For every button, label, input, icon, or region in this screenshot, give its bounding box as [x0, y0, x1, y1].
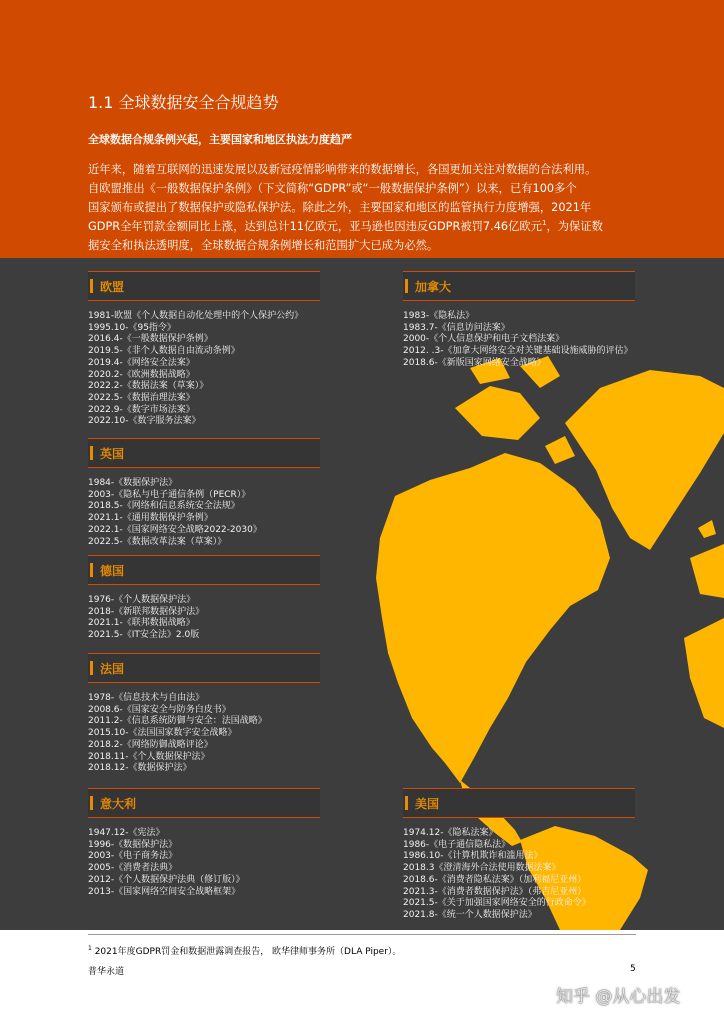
footer-divider: [88, 934, 636, 935]
list-item: 2022.5-《数据改革法案（草案）》: [88, 536, 227, 547]
regulation-list: [88, 693, 320, 775]
region-name: 法国: [100, 662, 125, 676]
region-name: 意大利: [100, 797, 137, 811]
list-item: 1974.12-《隐私法案》: [403, 828, 498, 838]
list-item: 2008.6-《国家安全与防务白皮书》: [88, 704, 231, 715]
accent-bar: [405, 796, 408, 810]
region-name: 加拿大: [415, 280, 452, 294]
region-it: [88, 788, 320, 898]
region-header: [88, 653, 320, 683]
north-america-shape: [376, 453, 610, 783]
list-item: 2013-《国家网络空间安全战略框架》: [88, 886, 241, 897]
africa-edge-shape: [684, 618, 724, 728]
list-item: 2022.1-《国家网络安全战略2022-2030》: [88, 524, 262, 535]
list-item: 2021.5-《IT安全法》2.0版: [88, 630, 200, 641]
list-item: 1996-《数据保护法》: [88, 839, 178, 850]
regulation-list: [88, 478, 320, 548]
intro-line: 国家颁布或提出了数据保护或隐私保护法。除此之外，主要国家和地区的监管执行力度增强，2021年: [88, 201, 592, 214]
regulation-list: [88, 311, 320, 428]
accent-bar: [90, 796, 93, 810]
accent-bar: [90, 661, 93, 675]
intro-line: 自欧盟推出《一般数据保护条例》（下文简称“GDPR”或“一般数据保护条例”）以来，已有100多个: [88, 182, 577, 195]
region-header: [88, 555, 320, 585]
region-name: 英国: [100, 447, 125, 461]
list-item: 2003-《隐私与电子通信条例（PECR）》: [88, 489, 251, 500]
accent-bar: [90, 563, 93, 577]
accent-bar: [90, 446, 93, 460]
list-item: 2016.4-《一般数据保护条例》: [88, 334, 213, 345]
list-item: 2018.6-《新版国家网络安全战略》: [403, 357, 546, 368]
list-item: 1995.10-《95指令》: [88, 322, 176, 333]
list-item: 2015.10-《法国国家数字安全战略》: [88, 728, 237, 739]
list-item: 2018.11-《个人数据保护法》: [88, 751, 210, 762]
header-band: [0, 0, 724, 258]
list-item: 2022.9-《数字市场法案》: [88, 404, 195, 415]
list-item: 2018.6-《消费者隐私法案》（加利福尼亚州）: [403, 874, 587, 885]
list-item: 1981-欧盟《个人数据自动化处理中的个人保护公约》: [88, 311, 304, 321]
list-item: 2003-《电子商务法》: [88, 851, 178, 862]
watermark: 知乎 @从心出发: [556, 987, 681, 1007]
region-ca: [403, 271, 635, 370]
region-name: 欧盟: [100, 280, 125, 294]
list-item: 2018.5-《网络和信息系统安全法规》: [88, 501, 240, 512]
list-item: 2020.2-《欧洲数据战略》: [88, 369, 195, 380]
regulation-list: [403, 828, 635, 922]
region-de: [88, 555, 320, 642]
region-header: [88, 271, 320, 301]
region-header: [88, 788, 320, 818]
region-eu: [88, 271, 320, 428]
list-item: 2018-《新联邦数据保护法》: [88, 606, 205, 617]
regulation-list: [403, 311, 635, 370]
arctic-islands-shape: [455, 386, 540, 440]
list-item: 2022.2-《数据法案（草案）》: [88, 381, 209, 392]
accent-bar: [405, 279, 408, 293]
accent-bar: [90, 279, 93, 293]
regulation-list: [88, 595, 320, 642]
region-header: [403, 271, 635, 301]
list-item: 2012-《个人数据保护法典（修订版）》: [88, 874, 245, 885]
intro-line: 据安全和执法透明度，全球数据合规条例增长和范围扩大已成为必然。: [88, 239, 439, 252]
section-subtitle: 全球数据合规条例兴起，主要国家和地区执法力度趋严: [88, 133, 352, 146]
footnote: $^1$ 2021年度GDPR罚金和数据泄露调查报告， 欧华律师事务所（DLA Piper）。: [88, 945, 402, 957]
list-item: 2021.1-《通用数据保护条例》: [88, 513, 213, 524]
region-fr: [88, 653, 320, 775]
regulation-list: [88, 828, 320, 898]
list-item: 2021.1-《联邦数据战略》: [88, 618, 195, 629]
list-item: 2021.8-《统一个人数据保护法》: [403, 909, 537, 920]
region-name: 美国: [415, 797, 440, 811]
list-item: 2012. .3-《加拿大网络安全对关键基础设施威胁的评估》: [403, 346, 633, 357]
list-item: 1976-《个人数据保护法》: [88, 595, 196, 605]
page-footer: [0, 930, 724, 1024]
list-item: 1983.7-《信息访问法案》: [403, 322, 510, 333]
list-item: 2000-《个人信息保护和电子文档法案》: [403, 334, 565, 345]
regulations-panel: [0, 258, 724, 930]
list-item: 2019.5-《非个人数据自由流动条例》: [88, 346, 240, 357]
list-item: 2018.12-《数据保护法》: [88, 763, 192, 774]
europe-edge-shape: [690, 544, 724, 598]
page-number: 5: [630, 964, 636, 974]
intro-paragraph: [88, 160, 643, 255]
list-item: 1947.12-《宪法》: [88, 828, 165, 838]
list-item: 1986.10-《计算机欺诈和滥用法》: [403, 851, 543, 862]
list-item: 2005-《消费者法典》: [88, 863, 178, 874]
list-item: 2011.2-《信息系统防御与安全：法国战略》: [88, 716, 267, 727]
list-item: 2018.2-《网络防御战略评论》: [88, 739, 213, 750]
list-item: 2022.5-《数据治理法案》: [88, 392, 195, 403]
region-header: [403, 788, 635, 818]
region-uk: [88, 438, 320, 548]
list-item: 1986-《电子通信隐私法》: [403, 839, 511, 850]
section-title: 1.1 全球数据安全合规趋势: [88, 93, 279, 112]
list-item: 2021.3-《消费者数据保护法》（弗吉尼亚州）: [403, 886, 587, 897]
list-item: 2019.4-《网络安全法案》: [88, 357, 195, 368]
footnote-number: 1: [88, 945, 92, 952]
list-item: 1983-《隐私法》: [403, 311, 475, 321]
list-item: 1984-《数据保护法》: [88, 478, 178, 488]
region-header: [88, 438, 320, 468]
intro-line: GDPR全年罚款金额同比上涨，达到总计11亿欧元，亚马逊也因违反GDPR被罚7.46亿欧元$^1$，为保证数: [88, 219, 603, 233]
footnote-ref: 1: [541, 219, 547, 228]
region-name: 德国: [100, 564, 125, 578]
list-item: 2021.5-《关于加强国家网络安全的行政命令》: [403, 898, 591, 909]
brand-name: 普华永道: [88, 967, 125, 977]
list-item: 1978-《信息技术与自由法》: [88, 693, 205, 703]
region-us: [403, 788, 635, 922]
list-item: 2018.3《澄清海外合法使用数据法案》: [403, 863, 561, 874]
list-item: 2022.10-《数字服务法案》: [88, 416, 201, 427]
intro-line: 近年来，随着互联网的迅速发展以及新冠疫情影响带来的数据增长，各国更加关注对数据的合法利用。: [88, 163, 597, 176]
